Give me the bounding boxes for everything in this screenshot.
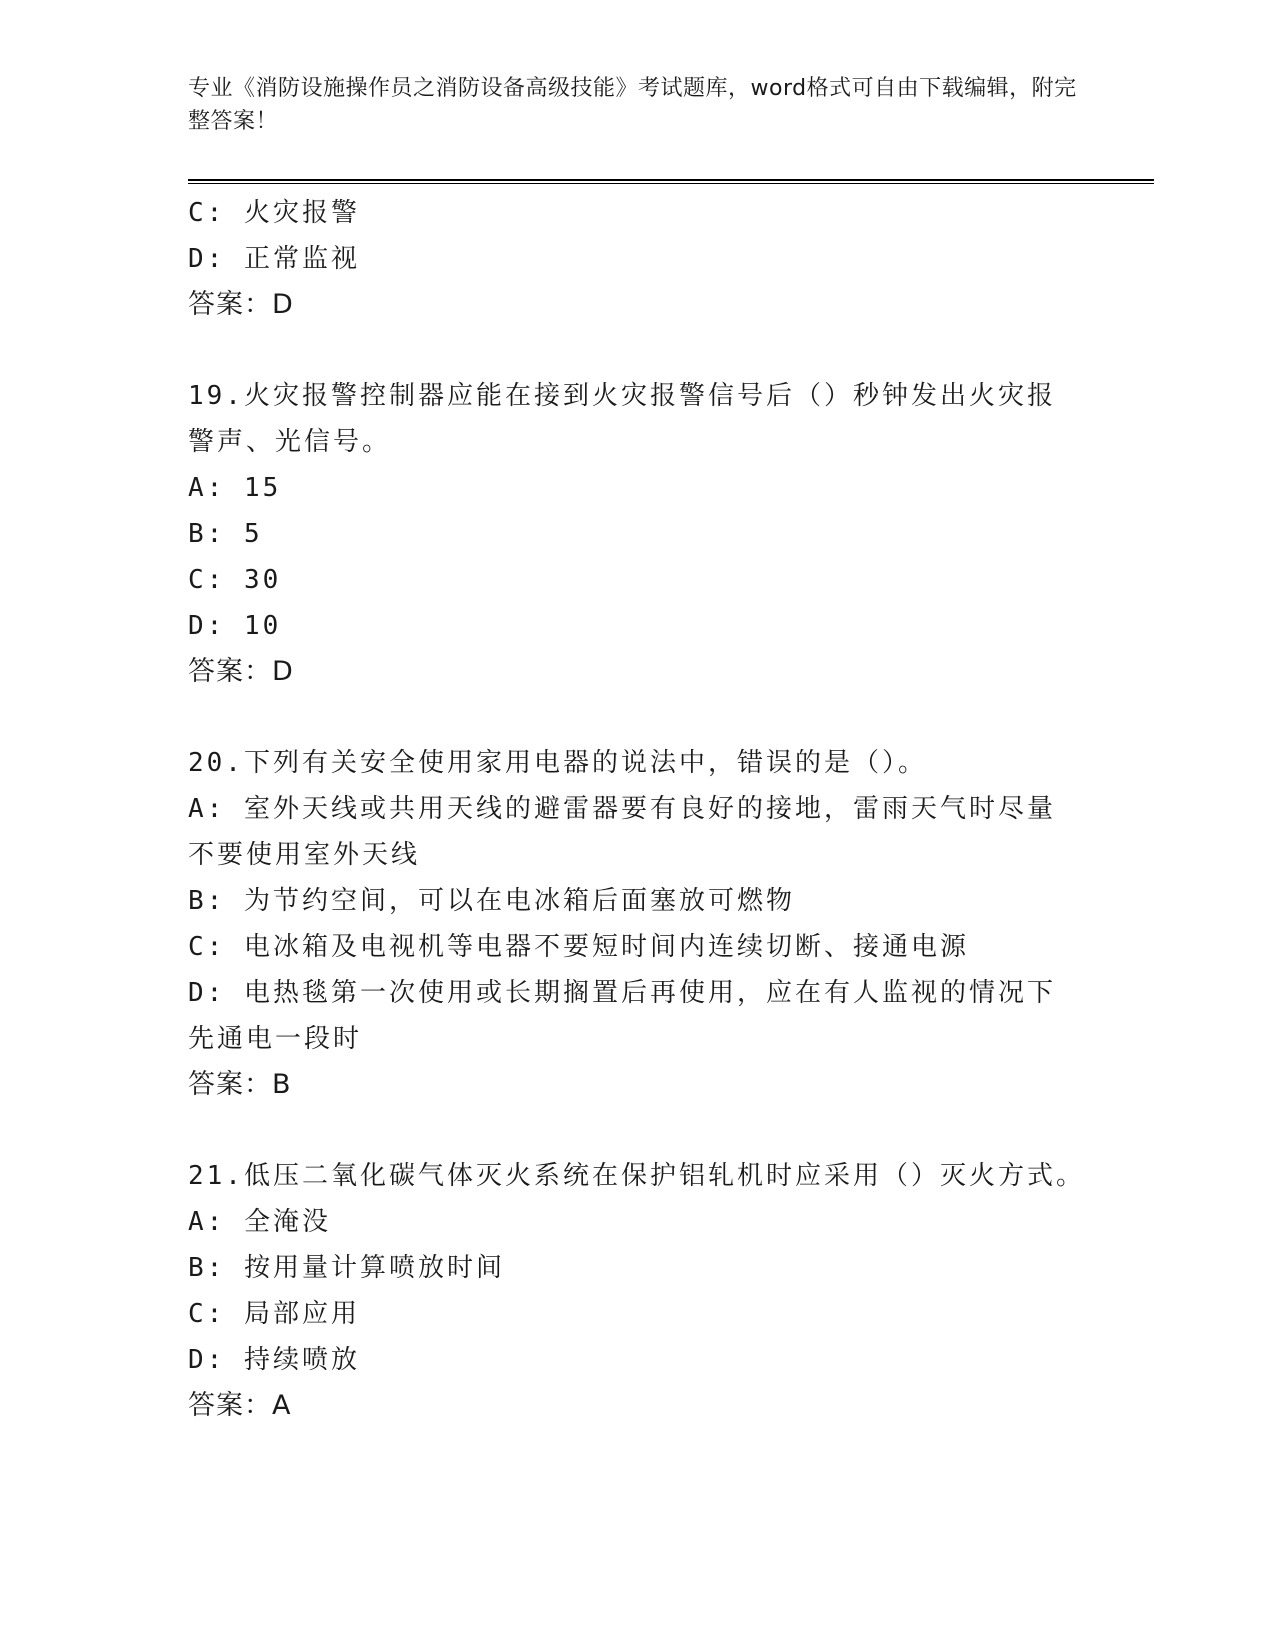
document-header: 专业《消防设施操作员之消防设备高级技能》考试题库，word格式可自由下载编辑，附完整答案！ <box>188 76 1077 134</box>
q19-option-d: D: 10 <box>188 611 282 641</box>
q21-option-c: C: 局部应用 <box>188 1299 360 1329</box>
header-rule-thin <box>188 183 1154 184</box>
q21-option-d: D: 持续喷放 <box>188 1345 360 1375</box>
q21-answer: 答案：A <box>188 1390 292 1421</box>
question-list <box>188 190 1088 1429</box>
q20-option-a: A: 室外天线或共用天线的避雷器要有良好的接地，雷雨天气时尽量不要使用室外天线 <box>188 794 1056 870</box>
q21-option-b: B: 按用量计算喷放时间 <box>188 1253 505 1283</box>
header-rule-thick <box>188 179 1154 181</box>
q19-option-a: A: 15 <box>188 473 282 503</box>
q21-option-a: A: 全淹没 <box>188 1207 331 1237</box>
q18-option-c: C: 火灾报警 <box>188 198 360 228</box>
q19-option-b: B: 5 <box>188 519 263 549</box>
q18-answer: 答案：D <box>188 289 294 320</box>
q19-answer: 答案：D <box>188 656 294 687</box>
q20-option-b: B: 为节约空间，可以在电冰箱后面塞放可燃物 <box>188 886 795 916</box>
q20-option-d: D: 电热毯第一次使用或长期搁置后再使用，应在有人监视的情况下先通电一段时 <box>188 978 1056 1054</box>
q18-option-d: D: 正常监视 <box>188 244 360 274</box>
q20-answer: 答案：B <box>188 1069 292 1100</box>
q19-question: 19.火灾报警控制器应能在接到火灾报警信号后（）秒钟发出火灾报警声、光信号。 <box>188 381 1056 457</box>
q19-option-c: C: 30 <box>188 565 282 595</box>
q21-question: 21.低压二氧化碳气体灭火系统在保护铝轧机时应采用（）灭火方式。 <box>188 1161 1085 1191</box>
q20-option-c: C: 电冰箱及电视机等电器不要短时间内连续切断、接通电源 <box>188 932 969 962</box>
q20-question: 20.下列有关安全使用家用电器的说法中，错误的是（）。 <box>188 748 927 778</box>
